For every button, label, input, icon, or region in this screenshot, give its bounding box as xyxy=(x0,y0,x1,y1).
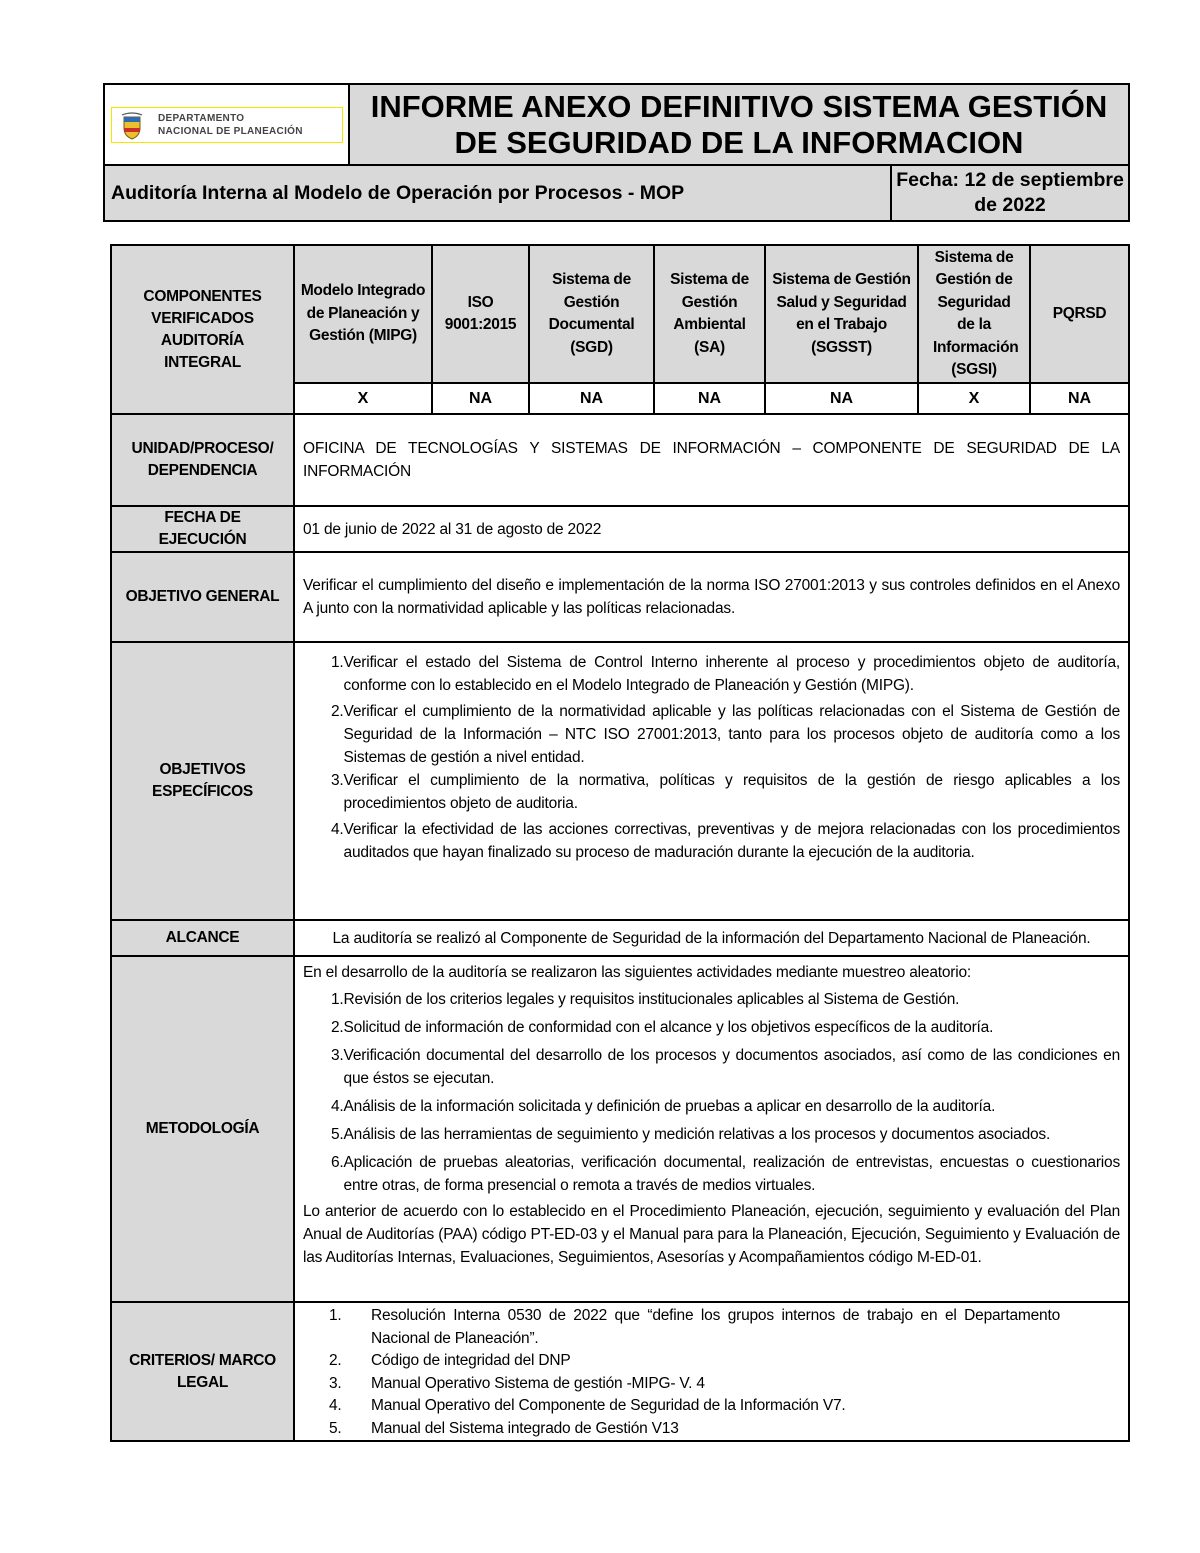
component-header: PQRSD xyxy=(1030,245,1129,383)
metodologia-closing: Lo anterior de acuerdo con lo establecido en el Procedimiento Planeación, ejecución, seguimiento y evaluación del Plan Anual de Auditorías (PAA) código PT-ED-03 y el Manual para para la Planeación, Ejecución, Seguimiento y Evaluación de las Auditorías Internas, Evaluaciones, Seguimientos, Asesorías y Acompañamientos código M-ED-01. xyxy=(303,1203,1120,1266)
report-date: Fecha: 12 de septiembre de 2022 xyxy=(896,169,1124,216)
component-mark: NA xyxy=(765,383,918,414)
list-item: 1. Resolución Interna 0530 de 2022 que “define los grupos internos de trabajo en el Departamento Nacional de Planeación”. xyxy=(329,1307,1060,1347)
fecha-value: 01 de junio de 2022 al 31 de agosto de 2022 xyxy=(294,506,1129,552)
logo-cell xyxy=(105,85,350,166)
fecha-row xyxy=(111,506,1129,552)
objetivos-especificos-row xyxy=(111,642,1129,920)
component-mark: NA xyxy=(654,383,765,414)
subtitle-cell xyxy=(105,166,892,220)
logo-line-2: NACIONAL DE PLANEACIÓN xyxy=(158,126,303,137)
components-label: COMPONENTES VERIFICADOS AUDITORÍA INTEGRAL xyxy=(111,245,294,414)
metodologia-intro: En el desarrollo de la auditoría se realizaron las siguientes actividades mediante muestreo aleatorio: xyxy=(303,964,972,981)
list-item: 2. Verificar el cumplimiento de la normatividad aplicable y las políticas relacionadas con el Sistema de Gestión de Seguridad de la Información – NTC ISO 27001:2013, tanto para los procesos objeto de auditoría como a los Sistemas de gestión a nivel entidad. xyxy=(331,703,1120,766)
unidad-label: UNIDAD/PROCESO/ DEPENDENCIA xyxy=(111,414,294,506)
metodologia-row xyxy=(111,956,1129,1302)
title-cell xyxy=(350,85,1128,166)
component-header: ISO 9001:2015 xyxy=(432,245,529,383)
unidad-row xyxy=(111,414,1129,506)
criterios-label: CRITERIOS/ MARCO LEGAL xyxy=(111,1302,294,1441)
criterios-row xyxy=(111,1302,1129,1441)
report-header xyxy=(103,83,1130,222)
list-item: 3. Verificación documental del desarrollo de los procesos y documentos asociados, así como de las condiciones en que éstos se ejecutan. xyxy=(331,1047,1120,1087)
list-item: 5. Análisis de las herramientas de seguimiento y medición relativas a los procesos y documentos asociados. xyxy=(331,1126,1051,1143)
list-item: 4. Análisis de la información solicitada y definición de pruebas a aplicar en desarrollo de la auditoría. xyxy=(331,1098,996,1115)
component-mark: NA xyxy=(432,383,529,414)
component-header: Modelo Integrado de Planeación y Gestión (MIPG) xyxy=(294,245,432,383)
objetivo-general-row xyxy=(111,552,1129,642)
component-header: Sistema de Gestión Salud y Seguridad en el Trabajo (SGSST) xyxy=(765,245,918,383)
report-subtitle: Auditoría Interna al Modelo de Operación por Procesos - MOP xyxy=(111,181,685,204)
list-item: 1. Verificar el estado del Sistema de Control Interno inherente al proceso y procedimientos objeto de auditoría, conforme con lo establecido en el Modelo Integrado de Planeación y Gestión (MIPG). xyxy=(331,654,1120,694)
list-item: 5. Manual del Sistema integrado de Gestión V13 xyxy=(329,1419,679,1437)
criterios-list xyxy=(294,1302,1129,1441)
audit-table xyxy=(110,244,1130,1442)
list-item: 3. Manual Operativo Sistema de gestión -MIPG- V. 4 xyxy=(329,1374,705,1392)
objetivos-especificos-label: OBJETIVOS ESPECÍFICOS xyxy=(111,642,294,920)
list-item: 2. Solicitud de información de conformidad con el alcance y los objetivos específicos de la auditoría. xyxy=(331,1019,994,1036)
list-item: 1. Revisión de los criterios legales y requisitos institucionales aplicables al Sistema de Gestión. xyxy=(331,991,960,1008)
list-item: 4. Manual Operativo del Componente de Seguridad de la Información V7. xyxy=(329,1397,846,1414)
metodologia-label: METODOLOGÍA xyxy=(111,956,294,1302)
logo-line-1: DEPARTAMENTO xyxy=(158,113,245,124)
dnp-logo xyxy=(111,107,343,143)
component-mark: NA xyxy=(529,383,654,414)
list-item: 6. Aplicación de pruebas aleatorias, verificación documental, realización de entrevistas, encuestas o cuestionarios entre otras, de forma presencial o remota a través de medios virtuales. xyxy=(331,1154,1120,1194)
list-item: 3. Verificar el cumplimiento de la normativa, políticas y requisitos de la gestión de riesgo aplicables a los procedimientos objeto de auditoria. xyxy=(331,772,1120,812)
list-item: 4. Verificar la efectividad de las acciones correctivas, preventivas y de mejora relacionadas con los procedimientos auditados que hayan finalizado su proceso de maduración durante la ejecución de la auditoria. xyxy=(331,821,1120,861)
component-header: Sistema de Gestión Documental (SGD) xyxy=(529,245,654,383)
metodologia-content xyxy=(294,956,1129,1302)
objetivos-especificos-list xyxy=(294,642,1129,920)
alcance-row xyxy=(111,920,1129,956)
fecha-label: FECHA DE EJECUCIÓN xyxy=(111,506,294,552)
component-mark: NA xyxy=(1030,383,1129,414)
alcance-label: ALCANCE xyxy=(111,920,294,956)
component-header: Sistema de Gestión Ambiental (SA) xyxy=(654,245,765,383)
date-cell xyxy=(892,166,1128,220)
objetivo-general-value: Verificar el cumplimiento del diseño e implementación de la norma ISO 27001:2013 y sus controles definidos en el Anexo A junto con la normatividad aplicable y las políticas relacionadas. xyxy=(294,552,1129,642)
unidad-value: OFICINA DE TECNOLOGÍAS Y SISTEMAS DE INFORMACIÓN – COMPONENTE DE SEGURIDAD DE LA INFORMACIÓN xyxy=(294,414,1129,506)
alcance-value: La auditoría se realizó al Componente de Seguridad de la información del Departamento Nacional de Planeación. xyxy=(294,920,1129,956)
components-header-row xyxy=(111,245,1129,383)
component-mark: X xyxy=(294,383,432,414)
list-item: 2. Código de integridad del DNP xyxy=(329,1352,571,1369)
component-mark: X xyxy=(918,383,1030,414)
coat-of-arms-icon xyxy=(120,112,144,140)
objetivo-general-label: OBJETIVO GENERAL xyxy=(111,552,294,642)
component-header: Sistema de Gestión de Seguridad de la Información (SGSI) xyxy=(918,245,1030,383)
report-title: INFORME ANEXO DEFINITIVO SISTEMA GESTIÓN DE SEGURIDAD DE LA INFORMACION xyxy=(370,88,1108,160)
